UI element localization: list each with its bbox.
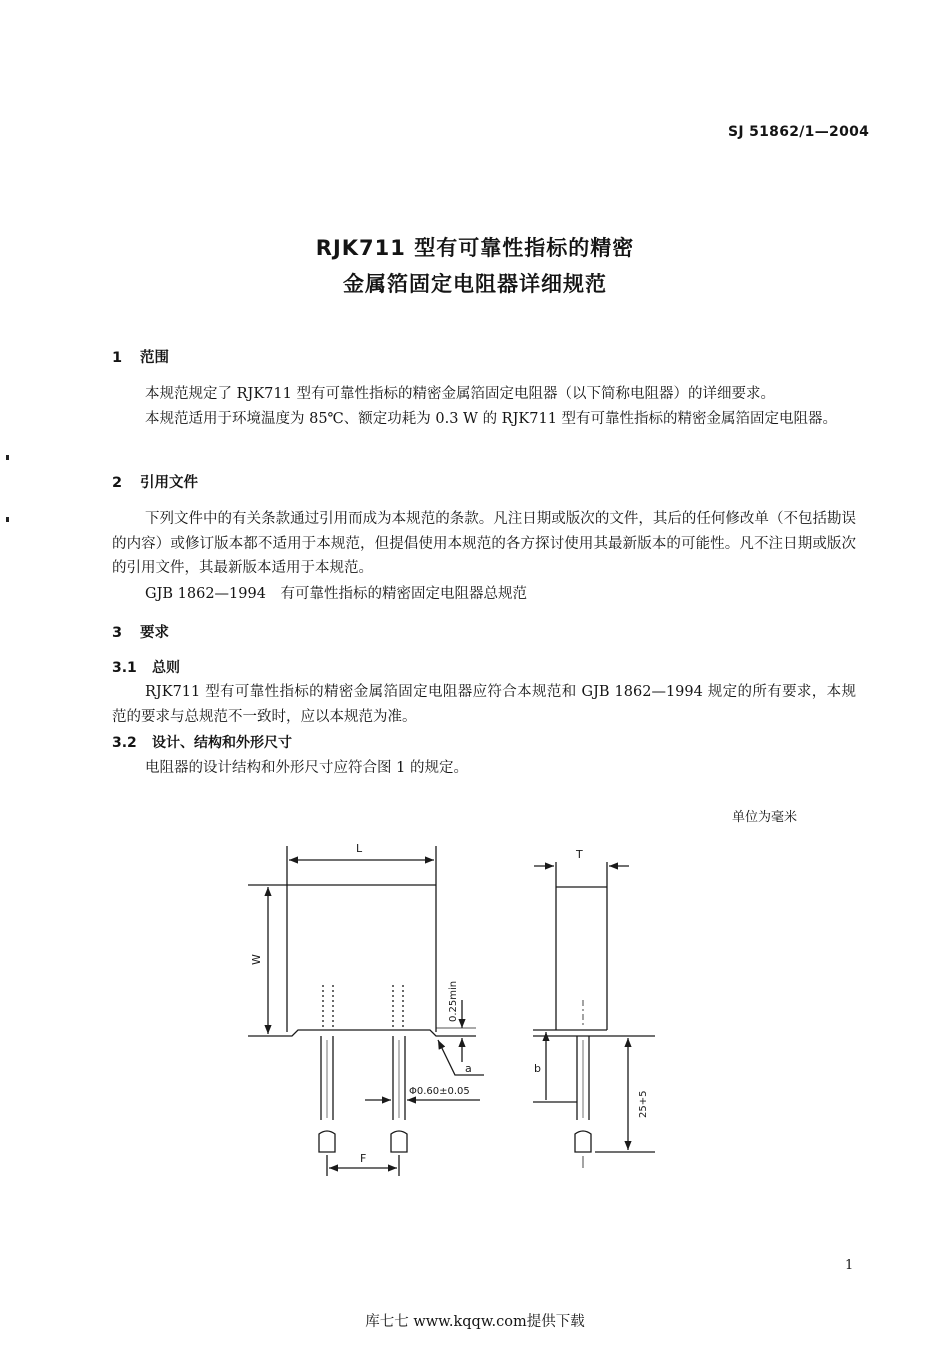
margin-mark bbox=[6, 455, 9, 460]
unit-label: 单位为毫米 bbox=[732, 810, 798, 825]
label-b: b bbox=[534, 1062, 541, 1075]
lead-break bbox=[319, 1131, 335, 1152]
page-number: 1 bbox=[845, 1258, 854, 1273]
label-a: a bbox=[465, 1062, 472, 1075]
section-2-title: 引用文件 bbox=[140, 475, 198, 491]
section-1-number: 1 bbox=[112, 350, 123, 366]
section-3-2-title: 设计、结构和外形尺寸 bbox=[152, 735, 292, 751]
label-min-gap: 0.25min bbox=[448, 980, 459, 1022]
footer-watermark: 库七七 www.kqqw.com提供下载 bbox=[365, 1314, 585, 1330]
title-line-2: 金属箔固定电阻器详细规范 bbox=[343, 272, 607, 296]
general-paragraph: RJK711 型有可靠性指标的精密金属箔固定电阻器应符合本规范和 GJB 1862—1994 规定的所有要求，本规范的要求与总规范不一致时，应以本规范为准。 bbox=[112, 684, 856, 725]
label-lead-length: 25+5 bbox=[638, 1090, 649, 1118]
section-3-1-title: 总则 bbox=[152, 660, 180, 676]
section-3-2-number: 3.2 bbox=[112, 735, 137, 751]
label-lead-diameter: Φ0.60±0.05 bbox=[409, 1086, 470, 1097]
scope-paragraph-2: 本规范适用于环境温度为 85℃、额定功耗为 0.3 W 的 RJK711 型有可靠性指标的精密金属箔固定电阻器。 bbox=[145, 411, 838, 427]
label-w: W bbox=[250, 954, 263, 965]
label-f: F bbox=[360, 1152, 367, 1165]
standard-code: SJ 51862/1—2004 bbox=[728, 124, 870, 140]
section-2-number: 2 bbox=[112, 475, 123, 491]
scope-paragraph-1: 本规范规定了 RJK711 型有可靠性指标的精密金属箔固定电阻器（以下简称电阻器）的详细要求。 bbox=[145, 386, 775, 402]
margin-mark bbox=[6, 517, 9, 522]
section-3-heading bbox=[112, 621, 169, 642]
section-3-title: 要求 bbox=[140, 625, 169, 641]
label-l: L bbox=[356, 842, 363, 855]
reference-gjb-1862: GJB 1862—1994 有可靠性指标的精密固定电阻器总规范 bbox=[145, 586, 527, 602]
section-3-number: 3 bbox=[112, 625, 123, 641]
a-leader bbox=[438, 1040, 484, 1075]
section-1-heading bbox=[112, 346, 169, 367]
design-paragraph: 电阻器的设计结构和外形尺寸应符合图 1 的规定。 bbox=[145, 760, 468, 776]
lead-break bbox=[391, 1131, 407, 1152]
label-t: T bbox=[576, 848, 583, 861]
title-line-1: RJK711 型有可靠性指标的精密 bbox=[315, 236, 635, 260]
section-1-title: 范围 bbox=[140, 350, 169, 366]
section-2-heading bbox=[112, 471, 198, 492]
side-view bbox=[533, 862, 655, 1168]
side-lead-break bbox=[575, 1131, 591, 1152]
section-3-1-number: 3.1 bbox=[112, 660, 137, 676]
body-bottom-edge bbox=[248, 1030, 476, 1036]
references-paragraph: 下列文件中的有关条款通过引用而成为本规范的条款。凡注日期或版次的文件，其后的任何修改单（不包括勘误的内容）或修订版本都不适用于本规范，但提倡使用本规范的各方探讨使用其最新版本的可能性。凡不注日期或版次的引用文件，其最新版本适用于本规范。 bbox=[112, 511, 856, 576]
resistor-outline-figure bbox=[0, 800, 950, 1190]
section-3-2-heading bbox=[112, 732, 292, 752]
section-3-1-heading bbox=[112, 657, 180, 677]
